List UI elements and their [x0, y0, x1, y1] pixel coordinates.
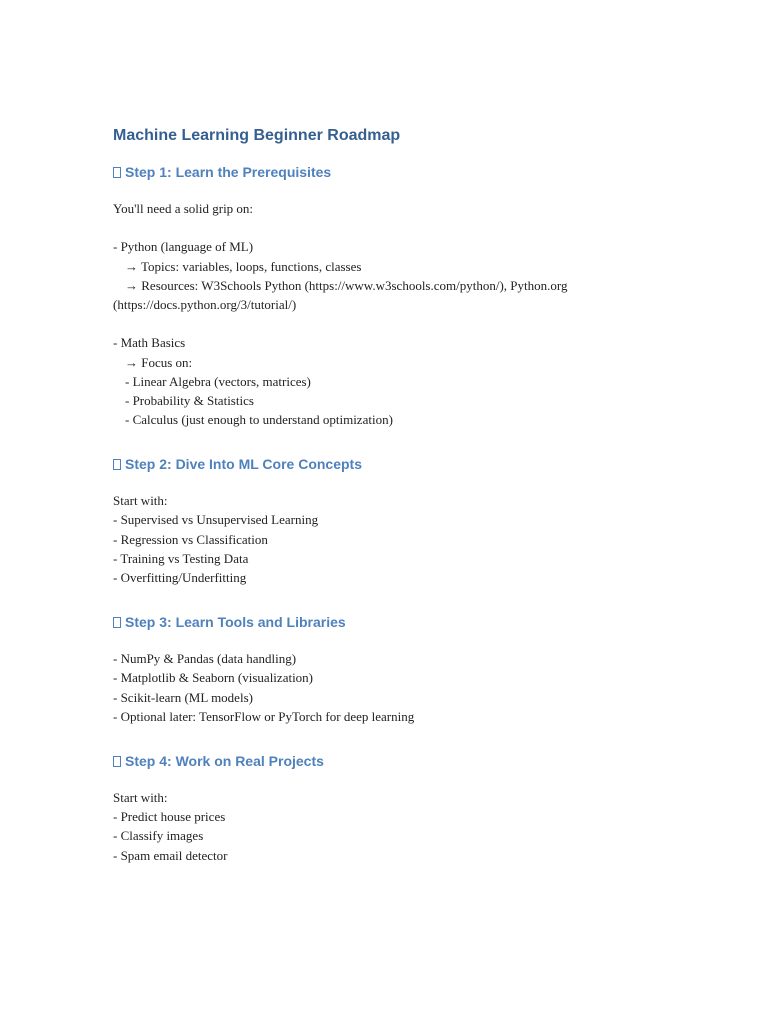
python-topics: → Topics: variables, loops, functions, classes [125, 258, 362, 274]
list-item: - Matplotlib & Seaborn (visualization) [113, 670, 314, 686]
missing-glyph-icon [113, 167, 121, 178]
list-item: - Overfitting/Underfitting [113, 570, 247, 585]
step-1-heading-text: Step 1: Learn the Prerequisites [125, 164, 332, 180]
step-4-intro: Start with: [113, 789, 168, 805]
step-2-intro: Start with: [113, 493, 168, 509]
list-item: - Optional later: TensorFlow or PyTorch for deep learning [113, 708, 415, 724]
step-1-intro: You'll need a solid grip on: [113, 201, 254, 216]
list-item: - Training vs Testing Data [113, 550, 249, 566]
step-2-heading-text: Step 2: Dive Into ML Core Concepts [125, 456, 362, 473]
step-3-heading [113, 614, 708, 630]
math-point: - Linear Algebra (vectors, matrices) [125, 373, 311, 389]
list-item: - Spam email detector [113, 847, 228, 863]
list-item: - Regression vs Classification [113, 531, 268, 547]
document-title: Machine Learning Beginner Roadmap [113, 127, 401, 144]
step-2-heading [113, 456, 708, 472]
step-3-heading-text: Step 3: Learn Tools and Libraries [125, 614, 346, 631]
list-item: - NumPy & Pandas (data handling) [113, 651, 297, 667]
list-item: - Scikit-learn (ML models) [113, 689, 253, 705]
list-item: - Classify images [113, 828, 204, 844]
math-point: - Probability & Statistics [125, 392, 254, 408]
python-resources: → Resources: W3Schools Python (https://www.w3schools.com/python/), Python.org [125, 277, 568, 293]
missing-glyph-icon [113, 459, 121, 470]
math-focus: → Focus on: [125, 354, 193, 370]
python-resources-continued: (https://docs.python.org/3/tutorial/) [113, 296, 297, 312]
missing-glyph-icon [113, 617, 121, 628]
python-item: - Python (language of ML) [113, 239, 254, 255]
math-point: - Calculus (just enough to understand optimization) [125, 412, 393, 428]
list-item: - Predict house prices [113, 809, 226, 825]
step-1-heading [113, 164, 708, 180]
step-4-heading-text: Step 4: Work on Real Projects [125, 752, 324, 769]
missing-glyph-icon [113, 756, 121, 767]
step-4-heading [113, 753, 708, 769]
math-item: - Math Basics [113, 335, 186, 351]
list-item: - Supervised vs Unsupervised Learning [113, 512, 319, 528]
